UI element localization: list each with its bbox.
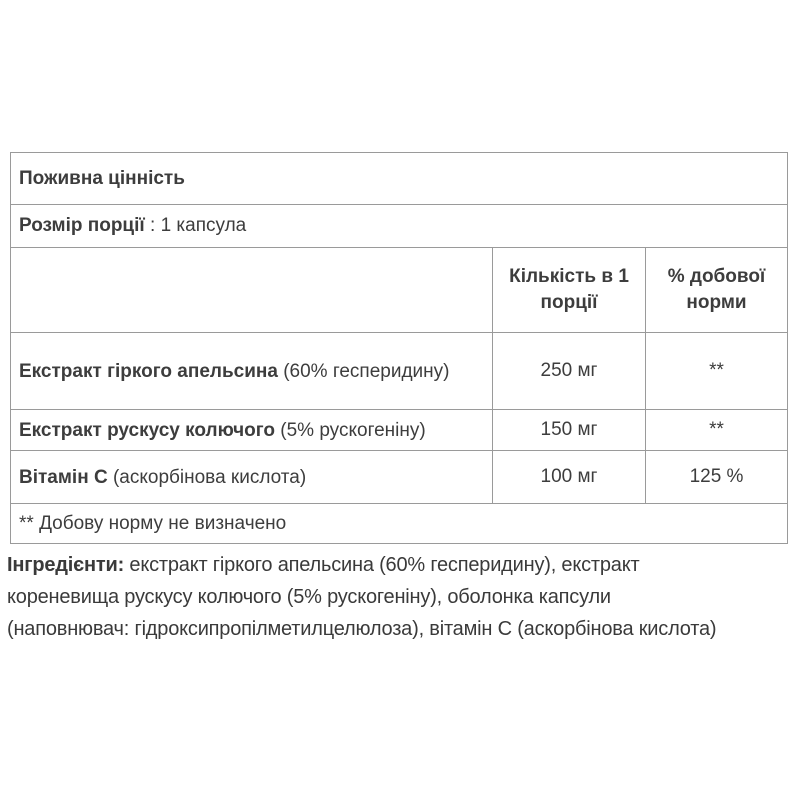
ingredient-name: Екстракт гіркого апельсина — [19, 360, 278, 382]
table-row — [11, 451, 788, 504]
column-header-daily: % добової норми — [646, 248, 788, 333]
ingredient-name-cell — [11, 333, 493, 410]
ingredients-line: (наповнювач: гідроксипропілметилцелюлоза), вітамін C (аскорбінова кислота) — [7, 618, 717, 640]
ingredient-name: Вітамін C — [19, 466, 108, 488]
ingredients-line: кореневища рускусу колючого (5% рускогеніну), оболонка капсули — [7, 586, 611, 608]
ingredient-note: (60% гесперидину) — [283, 360, 450, 382]
ingredients-paragraph — [7, 549, 799, 645]
serving-size-label: Розмір порції — [19, 215, 145, 236]
ingredient-note: (5% рускогеніну) — [280, 419, 426, 441]
nutrition-facts-table — [10, 152, 788, 544]
table-row — [11, 410, 788, 451]
amount-cell: 150 мг — [493, 410, 646, 451]
table-header-row — [11, 248, 788, 333]
daily-value-cell: ** — [646, 333, 788, 410]
table-row — [11, 205, 788, 248]
footnote-cell — [11, 504, 788, 544]
amount-cell: 250 мг — [493, 333, 646, 410]
table-row — [11, 153, 788, 205]
table-row — [11, 333, 788, 410]
ingredient-name-cell — [11, 410, 493, 451]
daily-value-cell: 125 % — [646, 451, 788, 504]
ingredients-line: Інгредієнти: екстракт гіркого апельсина (60% гесперидину), екстракт — [7, 554, 640, 576]
ingredient-name: Екстракт рускусу колючого — [19, 419, 275, 441]
table-title: Поживна цінність — [19, 167, 185, 189]
serving-size-cell — [11, 205, 788, 248]
ingredient-note: (аскорбінова кислота) — [112, 466, 307, 488]
ingredient-name-cell — [11, 451, 493, 504]
serving-size-value: : 1 капсула — [144, 215, 247, 236]
amount-cell: 100 мг — [493, 451, 646, 504]
footnote-text: ** Добову норму не визначено — [19, 512, 287, 534]
empty-header-cell — [11, 248, 493, 333]
column-header-amount: Кількість в 1 порції — [493, 248, 646, 333]
table-title-cell — [11, 153, 788, 205]
table-row — [11, 504, 788, 544]
daily-value-cell: ** — [646, 410, 788, 451]
ingredients-label: Інгредієнти: — [7, 554, 125, 576]
